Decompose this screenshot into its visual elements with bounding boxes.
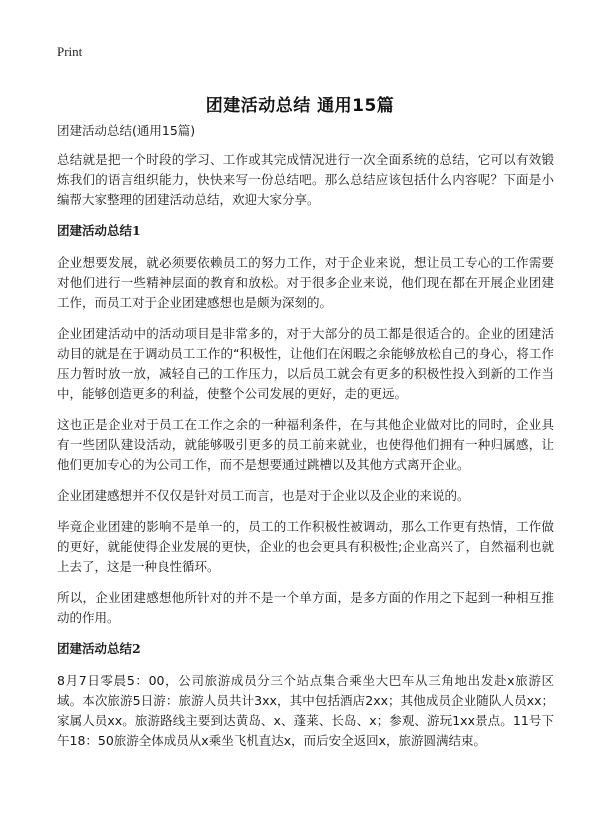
print-link[interactable]: Print [57,44,83,59]
document-subtitle: 团建活动总结(通用15篇) [57,123,196,138]
section-heading: 团建活动总结2 [57,641,141,656]
paragraph: 企业想要发展，就必须要依赖员工的努力工作，对于企业来说，想让员工专心的工作需要对他们进行一些精神层面的教育和放松。对于很多企业来说，他们现在都在开展企业团建工作，而员工对于企业团建感想也是颇为深刻的。 [57,255,554,310]
paragraph: 企业团建感想并不仅仅是针对员工而言，也是对于企业以及企业的来说的。 [57,488,470,503]
paragraph: 企业团建活动中的活动项目是非常多的，对于大部分的员工都是很适合的。企业的团建活动目的就是在于调动员工工作的“积极性，让他们在闲暇之余能够放松自己的身心，将工作压力暂时放一放，减轻自己的工作压力，以后员工就会有更多的积极性投入到新的工作当中，能够创造更多的利益，使整个公司发展的更好，走的更远。 [57,326,554,401]
document-body [57,121,554,762]
paragraph: 这也正是企业对于员工在工作之余的一种福利条件，在与其他企业做对比的同时，企业具有一些团队建设活动，就能够吸引更多的员工前来就业，也使得他们拥有一种归属感，让他们更加专心的为公司工作，而不是想要通过跳槽以及其他方式离开企业。 [57,417,554,472]
paragraph: 8月7日零晨5：00，公司旅游成员分三个站点集合乘坐大巴车从三角地出发赴x旅游区域。本次旅游5日游：旅游人员共计3xx，其中包括酒店2xx；其他成员企业随队人员xx；家属人员xx。旅游路线主要到达黄岛、x、蓬莱、长岛、x；参观、游玩1xx景点。11号下午18：50旅游全体成员从x乘坐飞机直达x，而后安全返回x，旅游圆满结束。 [57,673,554,748]
intro-paragraph: 总结就是把一个时段的学习、工作或其完成情况进行一次全面系统的总结，它可以有效锻炼我们的语言组织能力，快快来写一份总结吧。那么总结应该包括什么内容呢？下面是小编帮大家整理的团建活动总结，欢迎大家分享。 [57,152,554,207]
document-title: 团建活动总结 通用15篇 [205,96,395,117]
paragraph: 毕竟企业团建的影响不是单一的，员工的工作积极性被调动，那么工作更有热情，工作做的更好，就能使得企业发展的更快，企业的也会更具有积极性;企业高兴了，自然福利也就上去了，这是一种良性循环。 [57,519,554,574]
paragraph: 所以，企业团建感想他所针对的并不是一个单方面，是多方面的作用之下起到一种相互推动的作用。 [57,590,554,625]
section-heading: 团建活动总结1 [57,223,141,238]
